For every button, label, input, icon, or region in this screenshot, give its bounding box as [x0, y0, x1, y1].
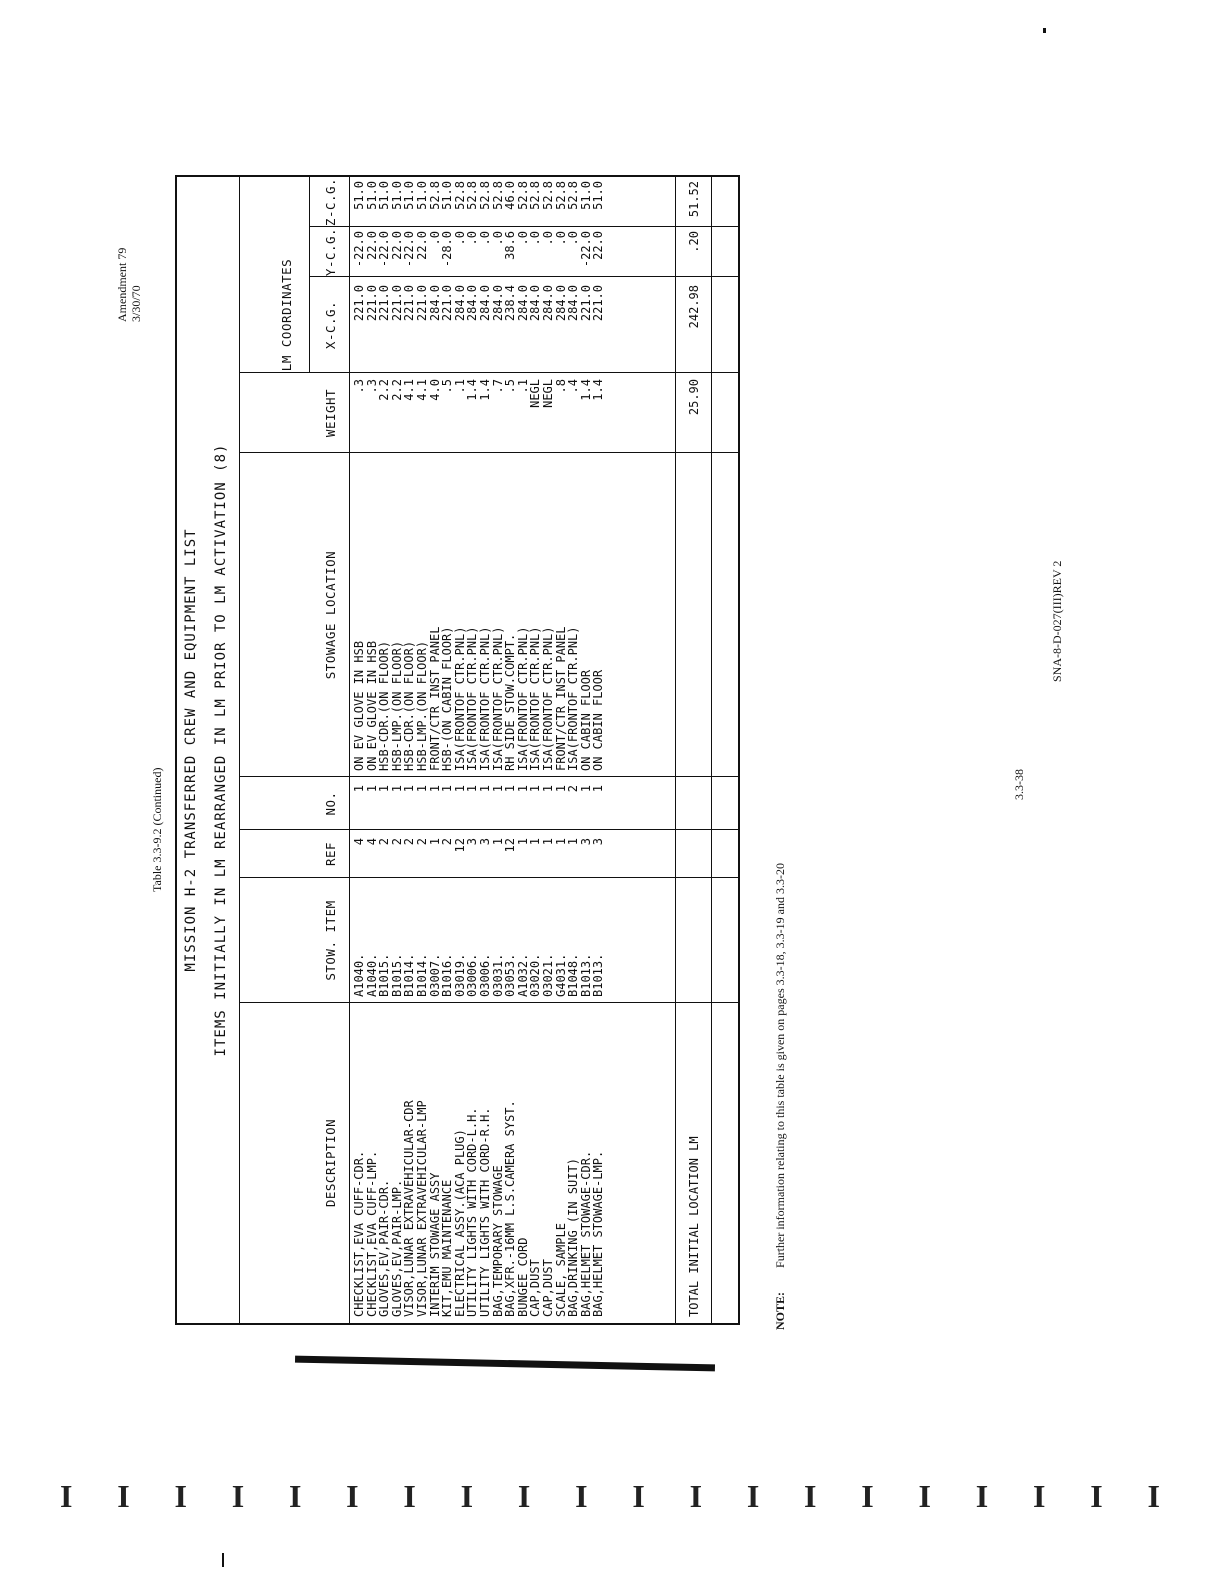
table-title: MISSION H-2 TRANSFERRED CREW AND EQUIPMENT LIST [183, 528, 199, 972]
cell-description: VISOR,LUNAR EXTRAVEHICULAR-LMP [414, 1100, 429, 1317]
amendment-date: 3/30/70 [129, 285, 143, 322]
cell-ref: 1 [553, 838, 568, 846]
rule-total-top [675, 177, 676, 1323]
bottom-mark: I [231, 1478, 245, 1514]
bottom-mark: I [117, 1478, 130, 1514]
amendment-label: Amendment 79 [115, 247, 129, 322]
cell-x: 284.0 [477, 285, 492, 322]
cell-y: .0 [566, 231, 581, 246]
cell-y: -28.0 [440, 231, 455, 268]
cell-stow-item: 03020. [528, 953, 543, 997]
col-header-y: Y-C.G. [323, 227, 338, 277]
cell-description: BAG,HELMET STOWAGE-LMP. [591, 1150, 606, 1317]
col-z [353, 181, 605, 227]
cell-weight: .3 [352, 379, 366, 394]
cell-no: 1 [515, 785, 530, 793]
cell-no: 1 [553, 785, 568, 793]
cell-x: 284.0 [553, 285, 568, 322]
cell-location: ISA(FRONTOF CTR.PNL) [477, 626, 492, 771]
cell-no: 1 [402, 785, 417, 793]
thick-rule [295, 1356, 715, 1372]
cell-x: 221.0 [591, 285, 606, 322]
bottom-mark: I [517, 1478, 531, 1514]
cell-description: INTERIM STOWAGE ASSY [427, 1172, 442, 1317]
cell-weight: 2.2 [389, 379, 404, 401]
cell-weight: 4.0 [427, 379, 442, 401]
cell-stow-item: B1016. [440, 953, 455, 997]
cell-stow-item: B1014. [414, 953, 429, 997]
cell-location: RH SIDE STOW.COMPT. [503, 633, 518, 771]
bottom-mark: I [60, 1478, 73, 1514]
cell-stow-item: 03031. [490, 953, 505, 997]
col-y [353, 231, 605, 277]
cell-stow-item: 03007. [427, 953, 442, 997]
cell-ref: 1 [540, 838, 555, 846]
cell-z: 52.8 [515, 181, 530, 210]
cell-location: HSB-CDR.(ON FLOOR) [377, 640, 392, 771]
cell-description: SCALE, SAMPLE [553, 1223, 568, 1317]
table-grid [239, 177, 738, 1323]
col-location [353, 455, 605, 771]
cell-description: GLOVES,EV,PAIR-LMP. [389, 1179, 404, 1317]
bottom-mark: I [1147, 1478, 1160, 1514]
cell-description: ELECTRICAL ASSY.(ACA PLUG) [452, 1129, 467, 1317]
bottom-marks [60, 1478, 1160, 1518]
speck [1043, 28, 1046, 33]
cell-weight: 1.4 [578, 379, 593, 401]
cell-location: ISA(FRONTOF CTR.PNL) [515, 626, 530, 771]
cell-no: 2 [566, 785, 581, 793]
equipment-table [175, 175, 740, 1325]
cell-no: 1 [452, 785, 467, 793]
cell-z: 52.8 [465, 181, 480, 210]
cell-location: ISA(FRONTOF CTR.PNL) [490, 626, 505, 771]
bottom-mark: I [746, 1478, 760, 1514]
cell-z: 52.8 [477, 181, 492, 210]
cell-stow-item: B1015. [377, 953, 392, 997]
cell-ref: 12 [503, 838, 518, 853]
cell-ref: 2 [377, 838, 392, 846]
cell-no: 1 [389, 785, 404, 793]
bottom-mark: I [460, 1478, 474, 1514]
bottom-mark: I [288, 1478, 302, 1514]
col-description [353, 1005, 605, 1317]
cell-weight: 1.4 [465, 379, 480, 401]
cell-ref: 4 [364, 838, 379, 846]
cell-weight: .3 [364, 379, 379, 394]
bottom-mark: I [918, 1478, 931, 1514]
cell-x: 221.0 [377, 285, 392, 322]
cell-no: 1 [352, 785, 366, 793]
cell-x: 284.0 [452, 285, 467, 322]
cell-z: 51.0 [414, 181, 429, 210]
cell-ref: 2 [389, 838, 404, 846]
cell-ref: 2 [414, 838, 429, 846]
cell-weight: .8 [553, 379, 568, 394]
cell-description: BUNGEE CORD [515, 1237, 530, 1317]
cell-location: HSB-LMP.(ON FLOOR) [389, 640, 404, 771]
cell-weight: .4 [566, 379, 581, 394]
cell-ref: 3 [465, 838, 480, 846]
cell-weight: 2.2 [377, 379, 392, 401]
cell-stow-item: G4031. [553, 953, 568, 997]
cell-location: HSB-LMP.(ON FLOOR) [414, 640, 429, 771]
cell-stow-item: 03053. [503, 953, 518, 997]
total-x: 242.98 [687, 285, 701, 329]
cell-y: -22.0 [402, 231, 417, 268]
cell-z: 51.0 [377, 181, 392, 210]
cell-description: BAG,HELMET STOWAGE-CDR. [578, 1150, 593, 1317]
cell-no: 1 [440, 785, 455, 793]
cell-stow-item: 03006. [477, 953, 492, 997]
cell-ref: 2 [402, 838, 417, 846]
bottom-mark: I [403, 1478, 416, 1514]
cell-no: 1 [490, 785, 505, 793]
cell-z: 51.0 [440, 181, 455, 210]
cell-no: 1 [503, 785, 518, 793]
amendment-stamp [115, 248, 143, 322]
cell-location: ON CABIN FLOOR [591, 669, 606, 771]
cell-description: KIT,EMU MAINTENANCE [440, 1179, 455, 1317]
col-rule-1 [239, 1002, 738, 1003]
document-number: SNA-8-D-027(III)REV 2 [1050, 560, 1064, 682]
cell-z: 52.8 [566, 181, 581, 210]
cell-y: .0 [528, 231, 543, 246]
cell-location: ON EV GLOVE IN HSB [352, 640, 366, 771]
note-text: Further information relating to this table is given on pages 3.3-18, 3.3-19 and 3.3-20 [773, 863, 787, 1268]
cell-y: .0 [465, 231, 480, 246]
cell-ref: 12 [452, 838, 467, 853]
cell-z: 52.8 [427, 181, 442, 210]
cell-no: 1 [578, 785, 593, 793]
cell-stow-item: 03006. [465, 953, 480, 997]
bottom-mark: I [1032, 1478, 1046, 1514]
cell-z: 52.8 [452, 181, 467, 210]
note-label: NOTE: [773, 1291, 787, 1330]
cell-location: ISA(FRONTOF CTR.PNL) [566, 626, 581, 771]
cell-z: 51.0 [364, 181, 379, 210]
bottom-mark: I [575, 1478, 588, 1514]
cell-z: 51.0 [389, 181, 404, 210]
bottom-mark: I [861, 1478, 874, 1514]
col-ref [353, 838, 605, 878]
cell-location: HSB-CDR.(ON FLOOR) [402, 640, 417, 771]
cell-y: 22.0 [389, 231, 404, 260]
cell-stow-item: A1040. [364, 953, 379, 997]
table-subtitle: ITEMS INITIALLY IN LM REARRANGED IN LM PRIOR TO LM ACTIVATION (8) [213, 443, 229, 1057]
cell-y: .0 [452, 231, 467, 246]
cell-x: 284.0 [566, 285, 581, 322]
bottom-mark: I [804, 1478, 817, 1514]
bottom-mark: I [975, 1478, 989, 1514]
total-label: TOTAL INITIAL LOCATION LM [687, 1136, 701, 1317]
cell-x: 221.0 [389, 285, 404, 322]
cell-z: 51.0 [352, 181, 366, 210]
page-number: 3.3-38 [1012, 769, 1026, 800]
cell-weight: 1.4 [591, 379, 606, 401]
cell-x: 284.0 [465, 285, 480, 322]
cell-x: 221.0 [440, 285, 455, 322]
cell-z: 51.0 [578, 181, 593, 210]
cell-weight: .5 [440, 379, 455, 394]
cell-y: 22.0 [591, 231, 606, 260]
col-header-x: X-C.G. [323, 300, 338, 350]
cell-z: 46.0 [503, 181, 518, 210]
col-weight [353, 379, 605, 453]
cell-description: CAP,DUST [528, 1259, 543, 1317]
cell-weight: NEGL [528, 379, 543, 408]
cell-location: ISA(FRONTOF CTR.PNL) [540, 626, 555, 771]
cell-x: 238.4 [503, 285, 518, 322]
bottom-mark: I [1090, 1478, 1103, 1514]
cell-stow-item: A1040. [352, 953, 366, 997]
cell-ref: 3 [591, 838, 606, 846]
cell-y: .0 [540, 231, 555, 246]
col-header-no: NO. [323, 791, 338, 816]
cell-description: GLOVES,EV,PAIR-CDR. [377, 1179, 392, 1317]
cell-x: 284.0 [540, 285, 555, 322]
cell-location: ISA(FRONTOF CTR.PNL) [528, 626, 543, 771]
cell-no: 1 [477, 785, 492, 793]
cell-y: -22.0 [352, 231, 366, 268]
cell-y: 38.6 [503, 231, 518, 260]
cell-z: 51.0 [591, 181, 606, 210]
cell-ref: 2 [440, 838, 455, 846]
col-x [353, 285, 605, 373]
cell-stow-item: B1013. [591, 953, 606, 997]
col-header-z: Z-C.G. [323, 177, 338, 227]
cell-no: 1 [465, 785, 480, 793]
cell-ref: 3 [477, 838, 492, 846]
cell-location: HSB-(ON CABIN FLOOR) [440, 626, 455, 771]
cell-location: FRONT/CTR INST PANEL [553, 626, 568, 771]
total-y: .20 [687, 231, 701, 253]
cell-weight: 4.1 [414, 379, 429, 401]
cell-y: .0 [553, 231, 568, 246]
cell-ref: 3 [578, 838, 593, 846]
cell-weight: .7 [490, 379, 505, 394]
cell-description: UTILITY LIGHTS WITH CORD-L.H. [465, 1107, 480, 1317]
cell-stow-item: 03021. [540, 953, 555, 997]
table-note [773, 863, 788, 1330]
cell-x: 284.0 [528, 285, 543, 322]
cell-no: 1 [591, 785, 606, 793]
cell-weight: NEGL [540, 379, 555, 408]
cell-z: 52.8 [490, 181, 505, 210]
col-rule-4 [239, 776, 738, 777]
cell-z: 51.0 [402, 181, 417, 210]
cell-stow-item: A1032. [515, 953, 530, 997]
cell-no: 1 [377, 785, 392, 793]
cell-weight: .1 [515, 379, 530, 394]
cell-y: 22.0 [364, 231, 379, 260]
cell-ref: 1 [515, 838, 530, 846]
cell-ref: 1 [528, 838, 543, 846]
cell-weight: .5 [503, 379, 518, 394]
cell-no: 1 [364, 785, 379, 793]
cell-x: 284.0 [427, 285, 442, 322]
cell-ref: 4 [352, 838, 366, 846]
coord-group-header: LM COORDINATES [279, 258, 294, 372]
cell-description: UTILITY LIGHTS WITH CORD-R.H. [477, 1107, 492, 1317]
table-caption: Table 3.3-9.2 (Continued) [150, 767, 164, 892]
cell-z: 52.8 [540, 181, 555, 210]
rule-total-bottom [711, 177, 712, 1323]
rule-coord-group [309, 177, 310, 373]
cell-no: 1 [528, 785, 543, 793]
bottom-mark: I [174, 1478, 187, 1514]
cell-description: BAG,DRINKING (IN SUIT) [566, 1158, 581, 1317]
bottom-tick [222, 1553, 224, 1567]
cell-location: ON EV GLOVE IN HSB [364, 640, 379, 771]
cell-weight: .1 [452, 379, 467, 394]
col-header-weight: WEIGHT [323, 388, 338, 438]
cell-description: BAG,TEMPORARY STOWAGE [490, 1165, 505, 1317]
cell-z: 52.8 [553, 181, 568, 210]
cell-no: 1 [540, 785, 555, 793]
cell-no: 1 [414, 785, 429, 793]
bottom-mark: I [346, 1478, 359, 1514]
cell-location: ON CABIN FLOOR [578, 669, 593, 771]
cell-location: FRONT/CTR INST PANEL [427, 626, 442, 771]
col-stow-item [353, 887, 605, 997]
total-z: 51.52 [687, 181, 701, 218]
cell-ref: 1 [566, 838, 581, 846]
cell-stow-item: B1015. [389, 953, 404, 997]
cell-description: CHECKLIST,EVA CUFF-LMP. [364, 1150, 379, 1317]
cell-stow-item: 03019. [452, 953, 467, 997]
bottom-mark: I [632, 1478, 645, 1514]
cell-x: 284.0 [490, 285, 505, 322]
col-no [353, 785, 605, 830]
cell-y: .0 [490, 231, 505, 246]
cell-x: 221.0 [352, 285, 366, 322]
col-header-description: DESCRIPTION [323, 1118, 338, 1208]
col-header-ref: REF [323, 841, 338, 867]
cell-weight: 4.1 [402, 379, 417, 401]
cell-description: CAP,DUST [540, 1259, 555, 1317]
cell-stow-item: B1014. [402, 953, 417, 997]
cell-y: -22.0 [377, 231, 392, 268]
cell-y: .0 [515, 231, 530, 246]
rule-header [349, 177, 350, 1323]
cell-y: 22.0 [414, 231, 429, 260]
cell-description: VISOR,LUNAR EXTRAVEHICULAR-CDR [402, 1100, 417, 1317]
cell-ref: 1 [490, 838, 505, 846]
rule-top [239, 177, 240, 1323]
cell-x: 221.0 [578, 285, 593, 322]
cell-x: 284.0 [515, 285, 530, 322]
cell-description: BAG,XFR.-16MM L.S.CAMERA SYST. [503, 1100, 518, 1317]
total-weight: 25.90 [687, 379, 701, 416]
cell-location: ISA(FRONTOF CTR.PNL) [452, 626, 467, 771]
cell-stow-item: B1048. [566, 953, 581, 997]
cell-location: ISA(FRONTOF CTR.PNL) [465, 626, 480, 771]
cell-no: 1 [427, 785, 442, 793]
cell-ref: 1 [427, 838, 442, 846]
cell-stow-item: B1013. [578, 953, 593, 997]
cell-x: 221.0 [364, 285, 379, 322]
bottom-mark: I [689, 1478, 703, 1514]
cell-z: 52.8 [528, 181, 543, 210]
cell-weight: 1.4 [477, 379, 492, 401]
cell-y: .0 [427, 231, 442, 246]
col-header-location: STOWAGE LOCATION [323, 550, 338, 680]
cell-y: -22.0 [578, 231, 593, 268]
cell-y: .0 [477, 231, 492, 246]
cell-description: CHECKLIST,EVA CUFF-CDR. [352, 1150, 366, 1317]
cell-x: 221.0 [402, 285, 417, 322]
col-header-stow-item: STOW. ITEM [323, 900, 338, 981]
cell-x: 221.0 [414, 285, 429, 322]
